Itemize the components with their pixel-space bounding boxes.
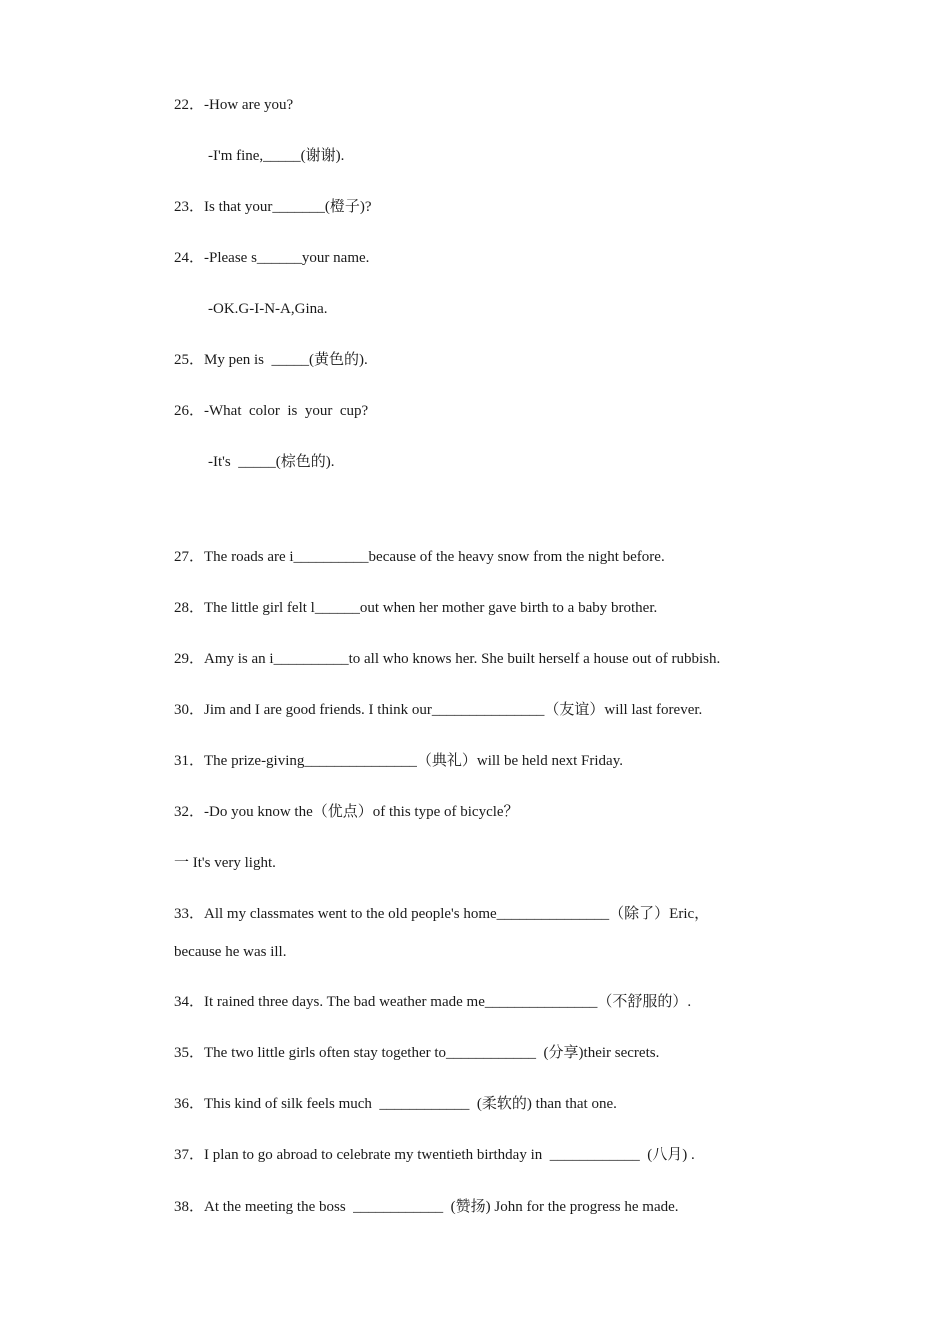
question-number: 28． (174, 600, 205, 616)
question-number: 31． (174, 753, 205, 769)
question-37 (159, 1125, 695, 1185)
question-number: 24． (174, 250, 205, 266)
question-number: 33． (174, 906, 205, 922)
question-text: Amy is an i__________to all who knows her. She built herself a house out of rubbish. (204, 651, 721, 667)
question-text: All my classmates went to the old people's home_______________（除了）Eric， (204, 906, 710, 922)
question-text: My pen is _____(黄色的). (204, 352, 368, 368)
question-text: Jim and I are good friends. I think our_______________（友谊）will last forever. (204, 702, 703, 718)
question-number: 37． (174, 1147, 205, 1163)
question-text: -It's _____(棕色的). (208, 454, 335, 470)
question-26-answer (193, 432, 334, 492)
question-text: -How are you? (204, 97, 294, 113)
question-number: 32． (174, 804, 205, 820)
question-number: 27． (174, 549, 205, 565)
question-number: 29． (174, 651, 205, 667)
question-text: I plan to go abroad to celebrate my twentieth birthday in ____________ (八月) . (204, 1147, 695, 1163)
question-text: because he was ill. (174, 944, 287, 960)
question-text: The two little girls often stay together to____________ (分享)their secrets. (204, 1045, 660, 1061)
question-text: At the meeting the boss ____________ (赞扬) John for the progress he made. (204, 1199, 679, 1215)
question-text: 一 It's very light. (174, 855, 276, 871)
question-number: 34． (174, 994, 205, 1010)
question-number: 26． (174, 403, 205, 419)
question-text: -I'm fine,_____(谢谢). (208, 148, 345, 164)
question-number: 30． (174, 702, 205, 718)
question-number: 25． (174, 352, 205, 368)
question-text: The prize-giving_______________（典礼）will be held next Friday. (204, 753, 623, 769)
question-number: 22． (174, 97, 205, 113)
question-number: 23． (174, 199, 205, 215)
question-number: 36． (174, 1096, 205, 1112)
question-number: 35． (174, 1045, 205, 1061)
question-text: -Do you know the（优点）of this type of bicycle？ (204, 804, 519, 820)
question-number: 38． (174, 1199, 205, 1215)
question-text: -Please s______your name. (204, 250, 370, 266)
question-text: -OK.G-I-N-A,Gina. (208, 301, 328, 317)
question-text: This kind of silk feels much ____________ (柔软的) than that one. (204, 1096, 617, 1112)
question-text: The little girl felt l______out when her mother gave birth to a baby brother. (204, 600, 658, 616)
question-38 (159, 1177, 679, 1237)
question-text: It rained three days. The bad weather made me_______________（不舒服的）. (204, 994, 692, 1010)
question-text: Is that your_______(橙子)? (204, 199, 372, 215)
question-text: -What color is your cup? (204, 403, 369, 419)
question-text: The roads are i__________because of the heavy snow from the night before. (204, 549, 665, 565)
